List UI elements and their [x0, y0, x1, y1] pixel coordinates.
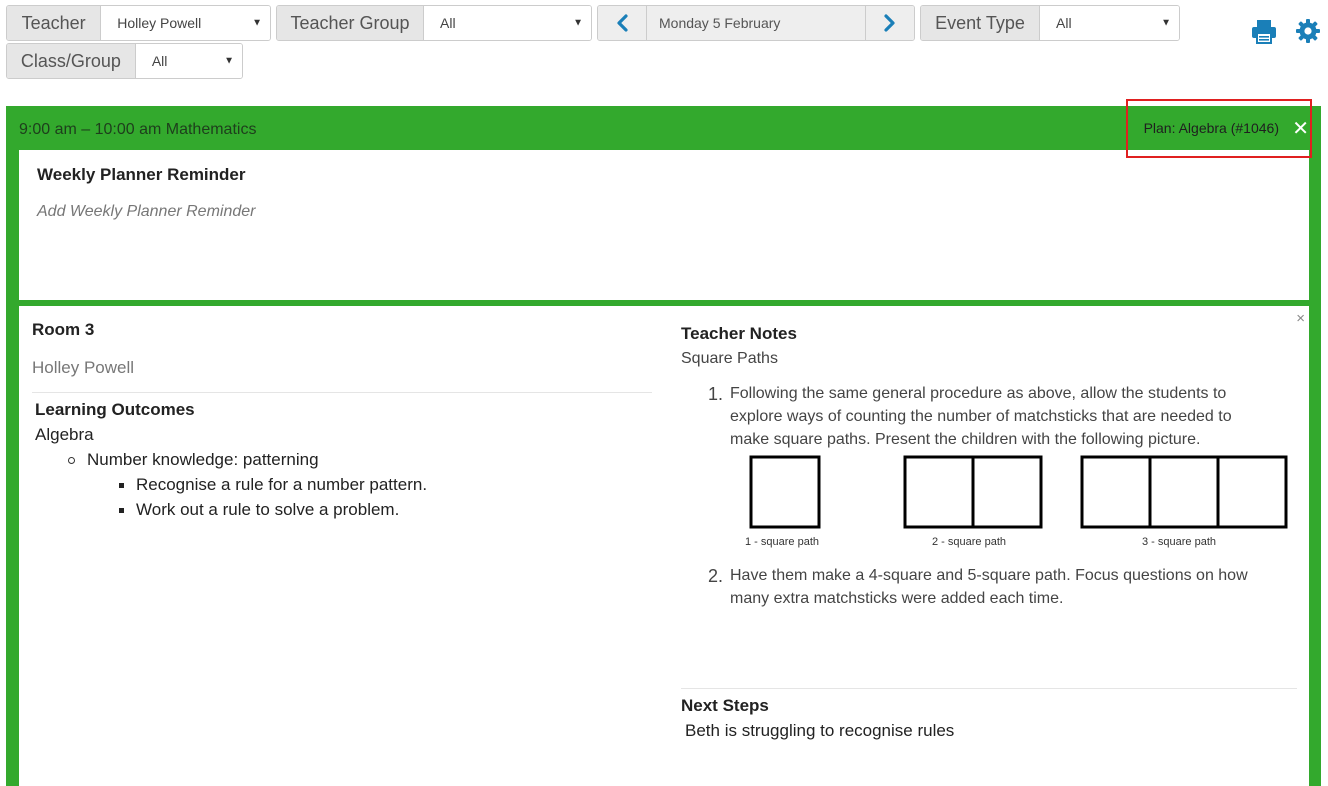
- print-button[interactable]: [1249, 16, 1279, 46]
- date-navigator: [597, 5, 915, 41]
- step-number: 1.: [708, 384, 724, 404]
- weekly-planner-reminder: [19, 150, 1309, 300]
- gear-icon: [1294, 17, 1322, 45]
- teacher-notes-title: Teacher Notes: [681, 324, 797, 343]
- learning-outcome-item: [119, 475, 427, 495]
- settings-button[interactable]: [1293, 16, 1323, 46]
- teacher-group-select-value: All: [440, 15, 456, 31]
- event-title: 9:00 am – 10:00 am Mathematics: [19, 121, 257, 138]
- square-bullet-icon: [119, 508, 124, 513]
- lesson-panel: [19, 306, 1309, 786]
- step-number: 2.: [708, 566, 724, 586]
- next-day-button[interactable]: [866, 6, 914, 40]
- remove-plan-button[interactable]: ✕: [1292, 118, 1309, 140]
- learning-outcome-item-text: Recognise a rule for a number pattern.: [136, 475, 428, 494]
- chevron-left-icon: [615, 14, 629, 32]
- previous-day-button[interactable]: [598, 6, 646, 40]
- lesson-close-button[interactable]: ×: [1296, 310, 1305, 327]
- square-paths-drawing: [739, 454, 1319, 532]
- teacher-group-filter-label: Teacher Group: [277, 6, 424, 40]
- event-type-select[interactable]: [1040, 6, 1179, 40]
- teacher-select[interactable]: [101, 6, 270, 40]
- learning-outcome-topic: [68, 450, 319, 470]
- caret-down-icon: ▼: [1161, 17, 1171, 29]
- learning-outcome-item: [119, 500, 399, 520]
- chevron-right-icon: [883, 14, 897, 32]
- caret-down-icon: ▼: [573, 17, 583, 29]
- figure-label: 1 - square path: [745, 536, 819, 548]
- teacher-filter: [6, 5, 271, 41]
- next-steps-text: Beth is struggling to recognise rules: [685, 721, 955, 740]
- divider: [681, 688, 1297, 689]
- caret-down-icon: ▼: [252, 17, 262, 29]
- event-type-filter-label: Event Type: [921, 6, 1040, 40]
- event-card: [6, 106, 1321, 786]
- teacher-name: Holley Powell: [32, 358, 135, 377]
- learning-outcome-topic-text: Number knowledge: patterning: [87, 450, 319, 469]
- learning-outcome-item-text: Work out a rule to solve a problem.: [136, 500, 400, 519]
- learning-outcomes-subject: Algebra: [35, 425, 94, 444]
- divider: [32, 392, 652, 393]
- teacher-notes-subtitle: Square Paths: [681, 350, 778, 367]
- next-steps-title: Next Steps: [681, 696, 769, 715]
- plan-link[interactable]: Plan: Algebra (#1046): [1143, 120, 1279, 136]
- reminder-title: Weekly Planner Reminder: [37, 165, 246, 184]
- step-text: Have them make a 4-square and 5-square path. Focus questions on how many extra matchsticks were added each time.: [730, 567, 1248, 607]
- class-group-filter: [6, 43, 243, 79]
- teacher-filter-label: Teacher: [7, 6, 101, 40]
- date-display[interactable]: Monday 5 February: [646, 6, 866, 40]
- event-type-filter: [920, 5, 1180, 41]
- class-group-filter-label: Class/Group: [7, 44, 136, 78]
- class-group-select[interactable]: [136, 44, 242, 78]
- square-paths-figure: [739, 454, 1319, 554]
- teacher-group-select[interactable]: [424, 6, 591, 40]
- step-text: Following the same general procedure as above, allow the students to explore ways of counting the number of matchsticks that are needed to make square paths. Present the children with the following picture.: [730, 385, 1232, 448]
- caret-down-icon: ▼: [224, 55, 234, 67]
- room-label: Room 3: [32, 320, 95, 339]
- learning-outcomes-title: Learning Outcomes: [35, 400, 195, 419]
- figure-label: 2 - square path: [932, 536, 1006, 548]
- teacher-group-filter: [276, 5, 592, 41]
- teacher-select-value: Holley Powell: [117, 15, 202, 31]
- event-type-select-value: All: [1056, 15, 1072, 31]
- class-group-select-value: All: [151, 53, 168, 69]
- figure-label: 3 - square path: [1142, 536, 1216, 548]
- add-reminder-field[interactable]: Add Weekly Planner Reminder: [37, 203, 256, 220]
- square-bullet-icon: [119, 483, 124, 488]
- circle-bullet-icon: [68, 457, 75, 464]
- plan-highlight-box: [1126, 99, 1312, 158]
- print-icon: [1250, 17, 1278, 45]
